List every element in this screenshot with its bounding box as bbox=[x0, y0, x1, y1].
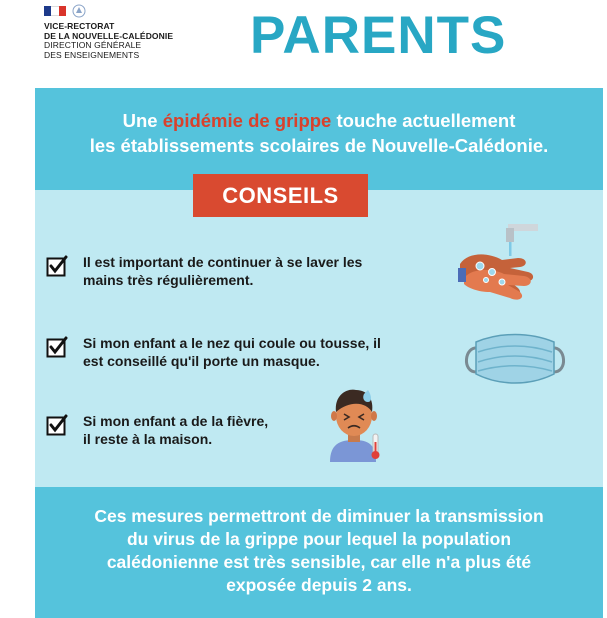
logo-line-2: DE LA NOUVELLE-CALÉDONIE bbox=[44, 30, 174, 41]
advice-text: Si mon enfant a de la fièvre, il reste à la maison. bbox=[83, 413, 269, 447]
outro-band bbox=[35, 487, 603, 618]
intro-part-2: touche actuellement bbox=[331, 110, 516, 131]
checkbox-checked-icon bbox=[46, 255, 68, 277]
advice-text: Il est important de continuer à se laver les mains très régulièrement. bbox=[83, 254, 363, 288]
hand-washing-icon bbox=[458, 222, 542, 304]
outro-text: Ces mesures permettront de diminuer la transmission du virus de la grippe pour lequel la population calédonienne est très sensible, car elle n'a plus été exposée depuis 2 ans. bbox=[94, 506, 544, 595]
intro-line-2: les établissements scolaires de Nouvelle-Calédonie. bbox=[89, 135, 549, 156]
emblem-icon bbox=[72, 4, 86, 18]
logo-line-3: DIRECTION GÉNÉRALE bbox=[44, 40, 142, 50]
checkbox-checked-icon bbox=[46, 336, 68, 358]
french-flag-icon bbox=[44, 6, 66, 16]
sick-child-icon bbox=[326, 386, 386, 462]
advice-item-handwashing bbox=[46, 253, 428, 289]
advice-text: Si mon enfant a le nez qui coule ou tousse, il est conseillé qu'il porte un masque. bbox=[83, 335, 381, 369]
checkbox-checked-icon bbox=[46, 414, 68, 436]
page-title: PARENTS bbox=[250, 6, 507, 65]
header bbox=[0, 0, 607, 86]
face-mask-icon bbox=[460, 332, 570, 388]
intro-text bbox=[45, 108, 593, 158]
logo-line-4: DES ENSEIGNEMENTS bbox=[44, 49, 140, 60]
intro-highlight: épidémie de grippe bbox=[162, 110, 332, 131]
intro-part-1: Une bbox=[122, 110, 163, 131]
advice-item-mask bbox=[46, 334, 428, 370]
conseils-banner: CONSEILS bbox=[193, 174, 368, 217]
logo-line-1: VICE-RECTORAT bbox=[44, 21, 115, 31]
logo-text bbox=[44, 22, 173, 60]
